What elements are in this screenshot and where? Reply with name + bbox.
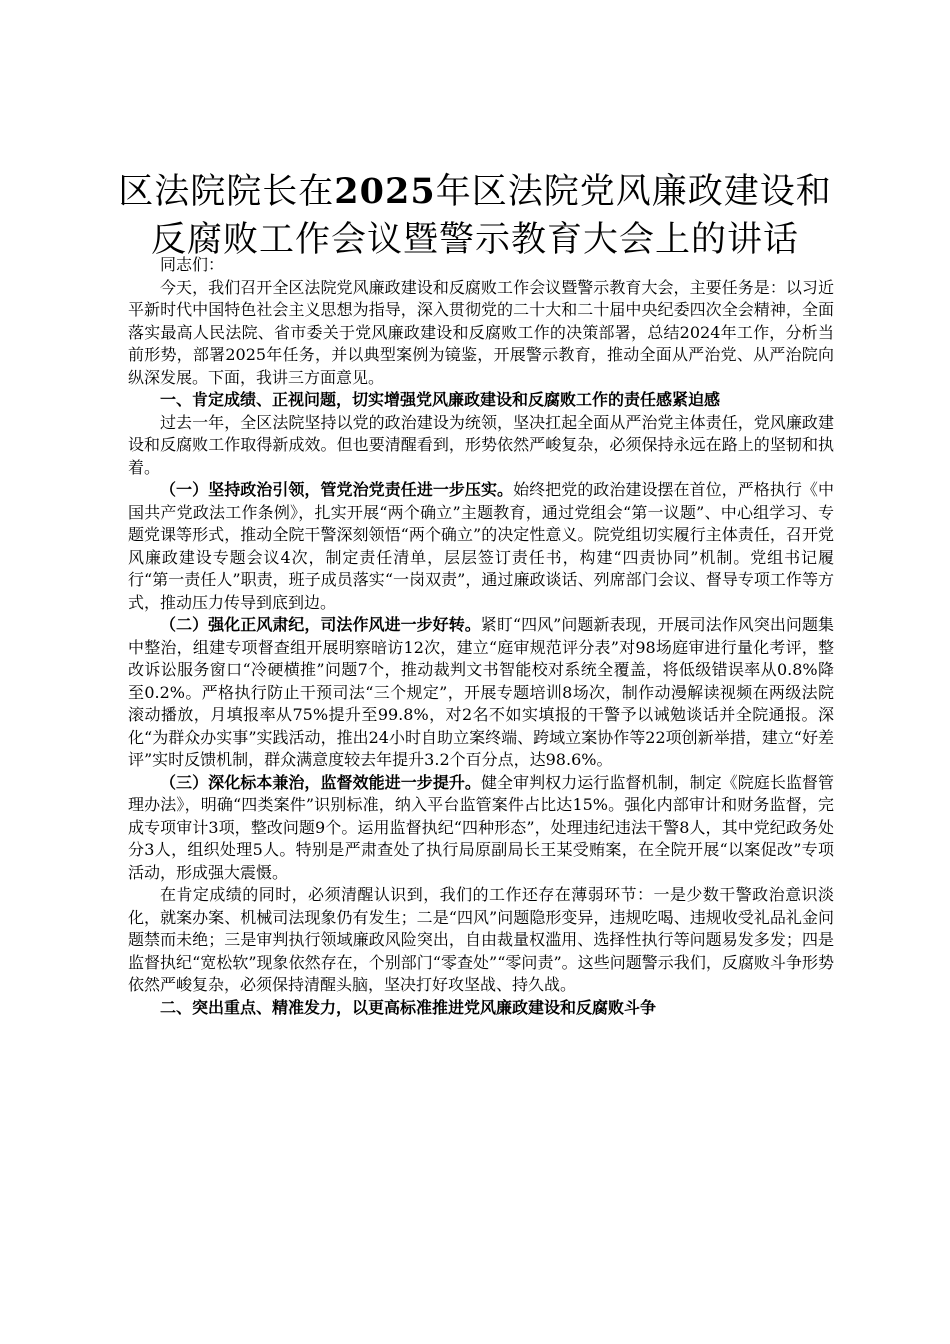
item-1-text: 始终把党的政治建设摆在首位，严格执行《中国共产党政法工作条例》，扎实开展“两个确立”主题教育，通过党组会“第一议题”、中心组学习、专题党课等形式，推动全院干警深刻领悟“两个确立”的决定性意义。院党组切实履行主体责任，召开党风廉政建设专题会议4次，制定责任清单，层层签订责任书，构建“四责协同”机制。党组书记履行“第一责任人”职责，班子成员落实“一岗双责”，通过廉政谈话、列席部门会议、督导专项工作等方式，推动压力传导到底到边。: [128, 480, 834, 612]
item-3-lead: （三）深化标本兼治，监督效能进一步提升。: [160, 772, 481, 792]
item-2-paragraph: [128, 614, 834, 772]
document-body: [128, 254, 834, 1019]
item-1-paragraph: [128, 479, 834, 614]
section-2-heading: 二、突出重点、精准发力，以更高标准推进党风廉政建设和反腐败斗争: [160, 997, 657, 1017]
item-2-lead: （二）强化正风肃纪，司法作风进一步好转。: [160, 615, 481, 634]
item-3-text: 健全审判权力运行监督机制，制定《院庭长监督管理办法》，明确“四类案件”识别标准，纳入平台监管案件占比达15%。强化内部审计和财务监督，完成专项审计3项，整改问题9个。运用监督执纪“四种形态”，处理违纪违法干警8人，其中党纪政务处分3人，组织处理5人。特别是严肃查处了执行局原副局长王某受贿案，在全院开展“以案促改”专项活动，形成强大震慑。: [128, 772, 834, 882]
problems-paragraph: 在肯定成绩的同时，必须清醒认识到，我们的工作还存在薄弱环节：一是少数干警政治意识淡化，就案办案、机械司法现象仍有发生；二是“四风”问题隐形变异，违规吃喝、违规收受礼品礼金问题禁而未绝；三是审判执行领域廉政风险突出，自由裁量权滥用、选择性执行等问题易发多发；四是监督执纪“宽松软”现象依然存在，个别部门“零查处”“零问责”。这些问题警示我们，反腐败斗争形势依然严峻复杂，必须保持清醒头脑，坚决打好攻坚战、持久战。: [128, 885, 834, 994]
document-title: [110, 168, 840, 264]
title-prefix: 区法院院长在: [118, 172, 335, 212]
item-1-lead: （一）坚持政治引领，管党治党责任进一步压实。: [160, 480, 514, 499]
intro-paragraph: 今天，我们召开全区法院党风廉政建设和反腐败工作会议暨警示教育大会，主要任务是：以习近平新时代中国特色社会主义思想为指导，深入贯彻党的二十大和二十届中央纪委四次全会精神，全面落实最高人民法院、省市委关于党风廉政建设和反腐败工作的决策部署，总结2024年工作，分析当前形势，部署2025年任务，并以典型案例为镜鉴，开展警示教育，推动全面从严治党、从严治院向纵深发展。下面，我讲三方面意见。: [128, 277, 834, 387]
title-line-2: 反腐败工作会议暨警示教育大会上的讲话: [150, 220, 799, 260]
salutation: 同志们：: [160, 255, 225, 274]
section-1-heading: 一、肯定成绩、正视问题，切实增强党风廉政建设和反腐败工作的责任感紧迫感: [160, 390, 721, 409]
item-2-text: 紧盯“四风”问题新表现，开展司法作风突出问题集中整治，组建专项督查组开展明察暗访12次，建立“庭审规范评分表”对98场庭审进行量化考评，整改诉讼服务窗口“冷硬横推”问题7个，推动裁判文书智能校对系统全覆盖，将低级错误率从0.8%降至0.2%。严格执行防止干预司法“三个规定”，开展专题培训8场次，制作动漫解读视频在两级法院滚动播放，月填报率从75%提升至99.8%，对2名不如实填报的干警予以诫勉谈话并全院通报。深化“为群众办实事”实践活动，推出24小时自助立案终端、跨域立案协作等22项创新举措，建立“好差评”实时反馈机制，群众满意度较去年提升3.2个百分点，达98.6%。: [128, 615, 834, 769]
title-year: 2025: [334, 171, 436, 212]
title-suffix: 年区法院党风廉政建设和: [435, 172, 832, 212]
section-1-intro: 过去一年，全区法院坚持以党的政治建设为统领，坚决扛起全面从严治党主体责任，党风廉政建设和反腐败工作取得新成效。但也要清醒看到，形势依然严峻复杂，必须保持永远在路上的坚韧和执着。: [128, 412, 834, 477]
item-3-paragraph: [128, 772, 834, 885]
title-line-1: [110, 168, 840, 216]
